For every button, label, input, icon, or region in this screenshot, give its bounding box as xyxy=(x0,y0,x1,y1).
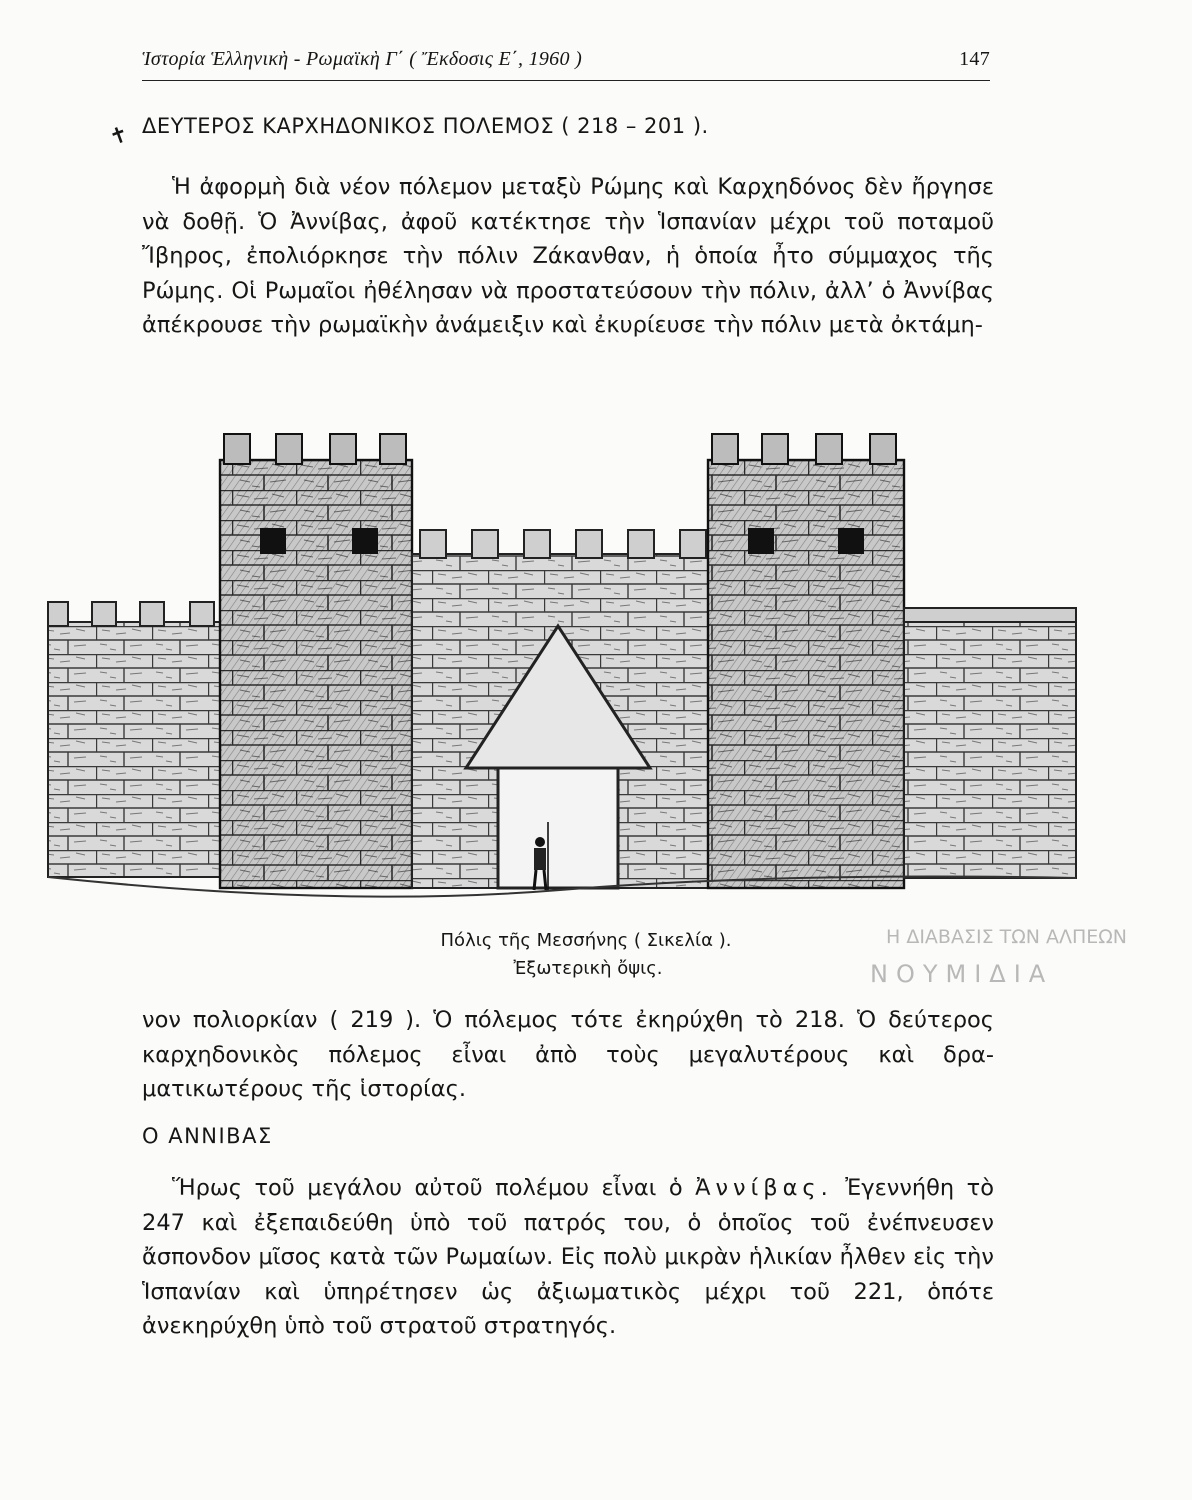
paragraph-1: Ἡ ἀφορμὴ διὰ νέον πόλεμον μεταξὺ Ρώμης καὶ Καρχηδόνος δὲν ἤργησε νὰ δοθῇ. Ὁ Ἀννίβας, ἀφοῦ κατέκτησε τὴν Ἱσπανίαν μέχρι τοῦ ποταμοῦ Ἴβηρος, ἐπολιόρκησε τὴν πόλιν Ζάκανθαν, ἡ ὁποία ἦτο σύμμαχος τῆς Ρώμης. Οἱ Ρωμαῖοι ἠθέλησαν νὰ προστατεύσουν τὴν πόλιν, ἀλλ’ ὁ Ἀννίβας ἀπέκρουσε τὴν ρωμαϊκὴν ἀνάμειξιν καὶ ἐκυρίευσε τὴν πόλιν μετὰ ὀκτάμη- xyxy=(142,174,994,339)
page-number: 147 xyxy=(959,48,990,70)
left-wall xyxy=(48,602,230,877)
figure-caption-line1: Πόλις τῆς Μεσσήνης ( Σικελία ). xyxy=(440,930,732,951)
subsection-title: Ο ΑΝΝΙΒΑΣ xyxy=(142,1124,273,1148)
hannibal-name: Ἀννίβας. xyxy=(695,1175,833,1201)
right-tower xyxy=(708,434,904,888)
paragraph-2: νον πολιορκίαν ( 219 ). Ὁ πόλεμος τότε ἐκηρύχθη τὸ 218. Ὁ δεύτερος καρχηδονικὸς πόλεμος εἶναι ἀπὸ τοὺς μεγαλυτέρους καὶ δραματικωτέρους τῆς ἱστορίας. xyxy=(142,1007,994,1103)
header-rule xyxy=(142,80,990,81)
figure-caption-line2: Ἐξωτερικὴ ὄψις. xyxy=(513,958,663,979)
section-title: ΔΕΥΤΕΡΟΣ ΚΑΡΧΗΔΟΝΙΚΟΣ ΠΟΛΕΜΟΣ ( 218 – 201 ). xyxy=(142,114,709,138)
right-wall xyxy=(904,608,1076,878)
margin-mark: ✝ xyxy=(106,121,133,152)
left-tower xyxy=(220,434,412,888)
bleed-through-heading: Η ΔΙΑΒΑΣΙΣ ΤΩΝ ΑΛΠΕΩΝ xyxy=(886,926,1128,948)
running-title: Ἱστορία Ἑλληνικὴ - Ρωμαϊκὴ Γ΄ ( Ἔκδοσις Ε΄, 1960 ) xyxy=(142,48,583,70)
paragraph-3-rest: Ἐγεννήθη τὸ 247 καὶ ἐξεπαιδεύθη ὑπὸ τοῦ πατρός του, ὁ ὁποῖος τοῦ ἐνέπνευσεν ἄσπονδον μῖσος κατὰ τῶν Ρωμαίων. Εἰς πολὺ μικρὰν ἡλικίαν ἦλθεν εἰς τὴν Ἱσπανίαν καὶ ὑπηρέτησεν ὡς ἀξιωματικὸς μέχρι τοῦ 221, ὁπότε ἀνεκηρύχθη ὑπὸ τοῦ στρατοῦ στρατηγός. xyxy=(142,1175,994,1340)
running-header xyxy=(142,48,990,71)
paragraph-3 xyxy=(142,1171,994,1344)
bleed-through-coin-label: ΝΟΥΜΙΔΙΑ xyxy=(870,960,1054,988)
city-gate-illustration xyxy=(40,430,1080,908)
paragraph-3-start: Ἥρως τοῦ μεγάλου αὐτοῦ πολέμου εἶναι ὁ xyxy=(172,1175,683,1201)
central-wall xyxy=(412,530,708,888)
